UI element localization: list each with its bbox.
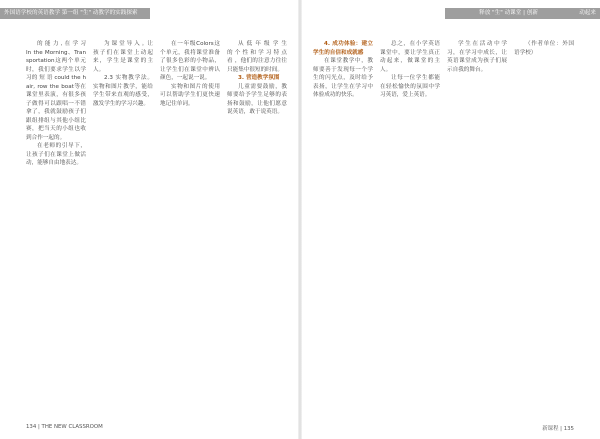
right-page-column-1: [313, 40, 373, 420]
paragraph: 为 课 堂 导 入 。让孩子们在课堂上动起来，学生是课堂的主人。: [93, 41, 153, 73]
book-spine: [298, 0, 302, 439]
paragraph: 总之，在小学英语课堂中，要让学生真正动起来，做课堂的主人。: [380, 41, 440, 73]
header-right-subtitle: 动起来: [579, 10, 596, 16]
header-right-title: 释放 "生" 动课堂 | 创新: [479, 10, 538, 16]
right-page-column-3: [447, 40, 507, 420]
section-heading: 3. 营造教学氛围: [238, 75, 280, 81]
left-page-column-4: [227, 40, 287, 420]
paragraph: 实物和图片的使用可以帮助学生们更快速地记住单词。: [160, 83, 220, 107]
author-affiliation: （作者单位：外国语学校）: [514, 41, 574, 56]
right-page-column-2: [380, 40, 440, 420]
paragraph: 儿童需要鼓励，教师要给予学生足够的表扬和鼓励，让他们愿意说英语，敢于说英语。: [227, 83, 287, 115]
paragraph: 学生在活动中学习，在学习中成长，让英语课堂成为孩子们展示自我的舞台。: [447, 41, 507, 73]
paragraph: 在老师的引导下，让孩子们在课堂上做活动，能够自由地表达。: [26, 143, 86, 166]
paragraph: 在一年级Colors这个单元，我将课堂准备了很多色彩的小物品，让学生们在课堂中辨认颜色，一起说一说。: [160, 41, 220, 81]
right-page-column-4: [514, 40, 574, 420]
paragraph: 在课堂教学中，教师要善于发现每一个学生的闪光点，及时给予表扬，让学生在学习中体验成功的快乐。: [313, 58, 373, 98]
header-left-title: 外国语学校的英语教学 第一组 "生" 动教学的实践探索: [4, 10, 138, 16]
section-heading: 4. 成功体验：建立学生的自信和成就感: [313, 41, 373, 56]
left-page-column-1: [26, 40, 86, 420]
left-page-column-2: [93, 40, 153, 420]
paragraph: 2.3 实物教学法。实物和图片教学，能给学生带来直观的感受，激发学生的学习兴趣。: [93, 75, 153, 107]
left-page-column-3: [160, 40, 220, 420]
paragraph: 让每一位学生都能在轻松愉快的氛围中学习英语，爱上英语。: [380, 75, 440, 98]
paragraph: 的 能 力 , 在 学 习 In the Morning、Transportation这两个单元时，我们要求学生以学习的 短 语 could the hair, row the boat等在课堂里表演，有很多孩子做得可以跟唱一不错拿了，我就鼓励孩子们跟组排组与其他小组比赛，把当天的小组也收到合作一起的。: [26, 41, 86, 141]
paragraph: 从 低 年 级 学 生 的 个 性 和 学 习 特 点 看 ，他们的注意力往往只能集中很短的时间。: [227, 41, 287, 73]
footer-left-page-number: 134 | THE NEW CLASSROOM: [26, 424, 103, 430]
footer-right-page-number: 新课程 | 135: [542, 426, 574, 432]
